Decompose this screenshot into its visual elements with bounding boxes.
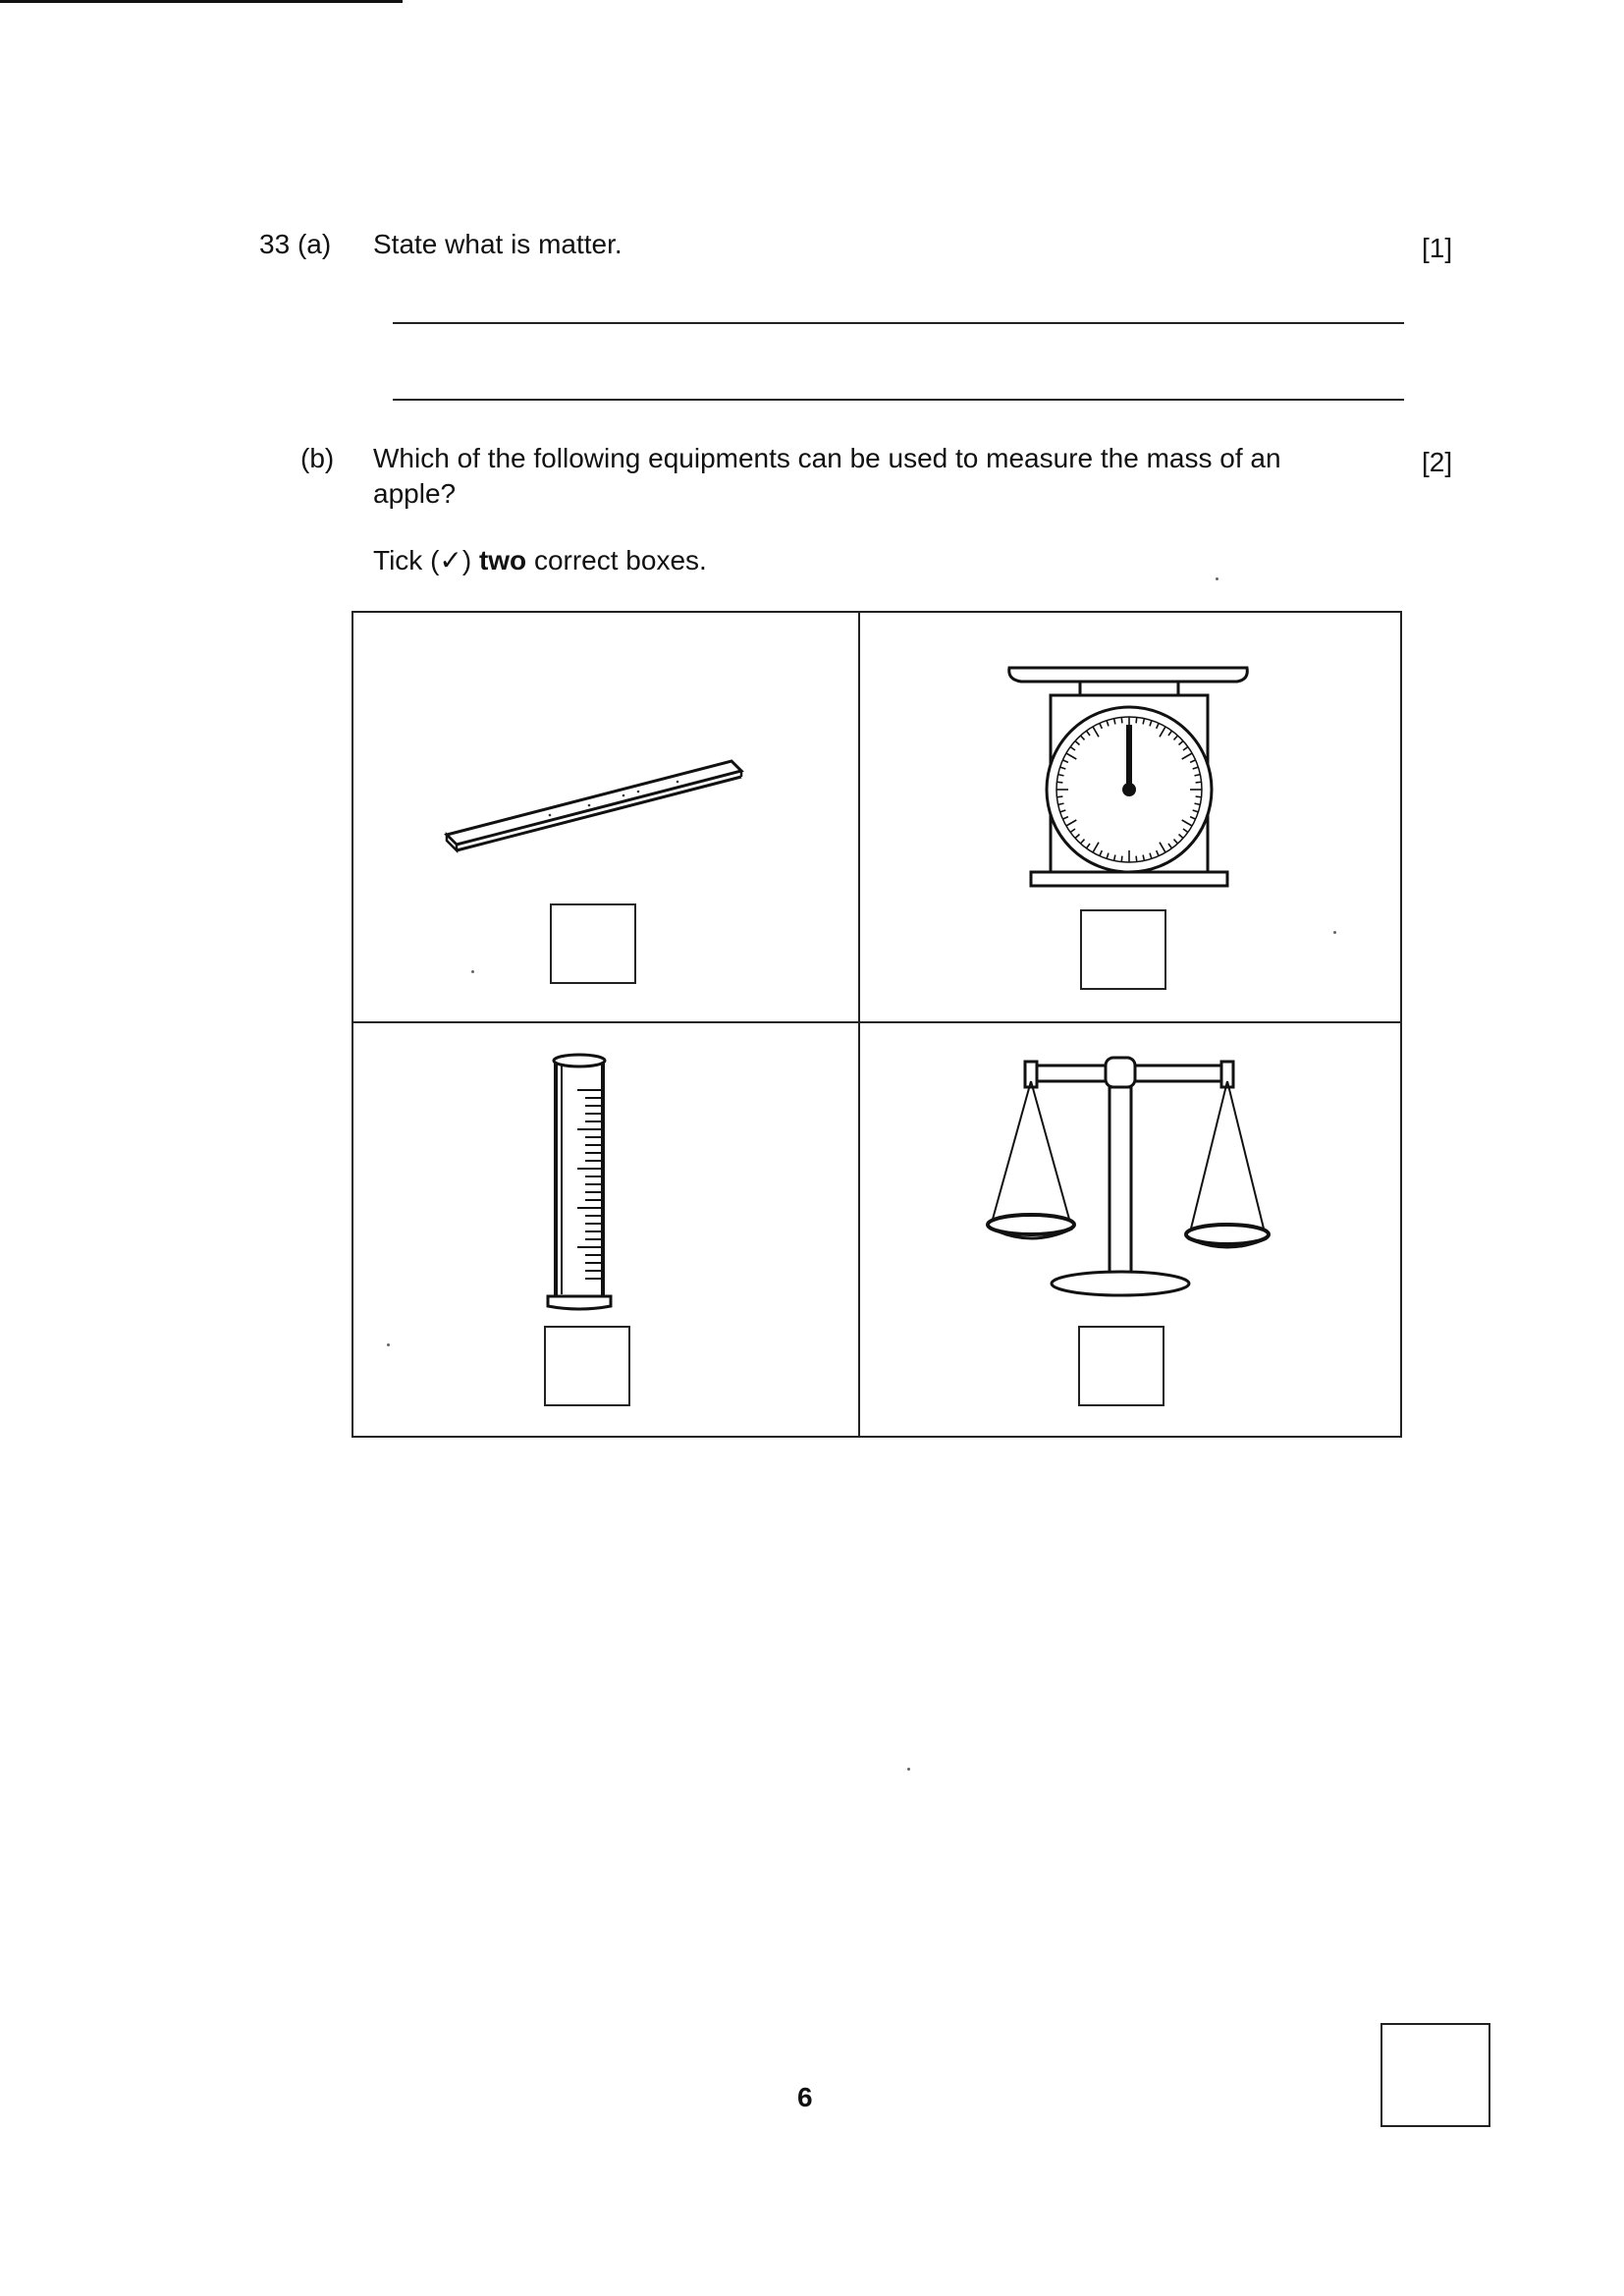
tick-box-ruler[interactable] (550, 903, 636, 984)
question-a-marks: [1] (1422, 233, 1453, 263)
weighing-scale-icon (1001, 658, 1257, 903)
beam-balance-icon (982, 1056, 1276, 1311)
scan-speck (1216, 577, 1218, 580)
grid-divider-vertical (858, 611, 860, 1438)
scan-speck (387, 1343, 390, 1346)
measuring-cylinder-icon (540, 1051, 619, 1316)
top-rule (0, 0, 403, 3)
question-number: 33 (a) (259, 229, 332, 259)
tick-instruction: Tick (✓) two correct boxes. (373, 545, 707, 575)
question-b-text-line2: apple? (373, 478, 457, 509)
question-b-text-line1: Which of the following equipments can be used to measure the mass of an (373, 443, 1281, 473)
scan-speck (907, 1768, 910, 1771)
scan-speck (471, 970, 474, 973)
question-b-marks: [2] (1422, 447, 1453, 477)
question-a-text: State what is matter. (373, 229, 623, 259)
tick-box-beam-balance[interactable] (1078, 1326, 1164, 1406)
grid-divider-horizontal (352, 1021, 1402, 1023)
answer-line-1[interactable] (393, 322, 1404, 324)
marks-box[interactable] (1380, 2023, 1490, 2127)
tick-box-measuring-cylinder[interactable] (544, 1326, 630, 1406)
tick-box-weighing-scale[interactable] (1080, 909, 1166, 990)
answer-line-2[interactable] (393, 399, 1404, 401)
ruler-icon (442, 746, 746, 854)
question-b-label: (b) (300, 443, 335, 473)
scan-speck (1333, 931, 1336, 934)
page-number: 6 (797, 2082, 813, 2112)
